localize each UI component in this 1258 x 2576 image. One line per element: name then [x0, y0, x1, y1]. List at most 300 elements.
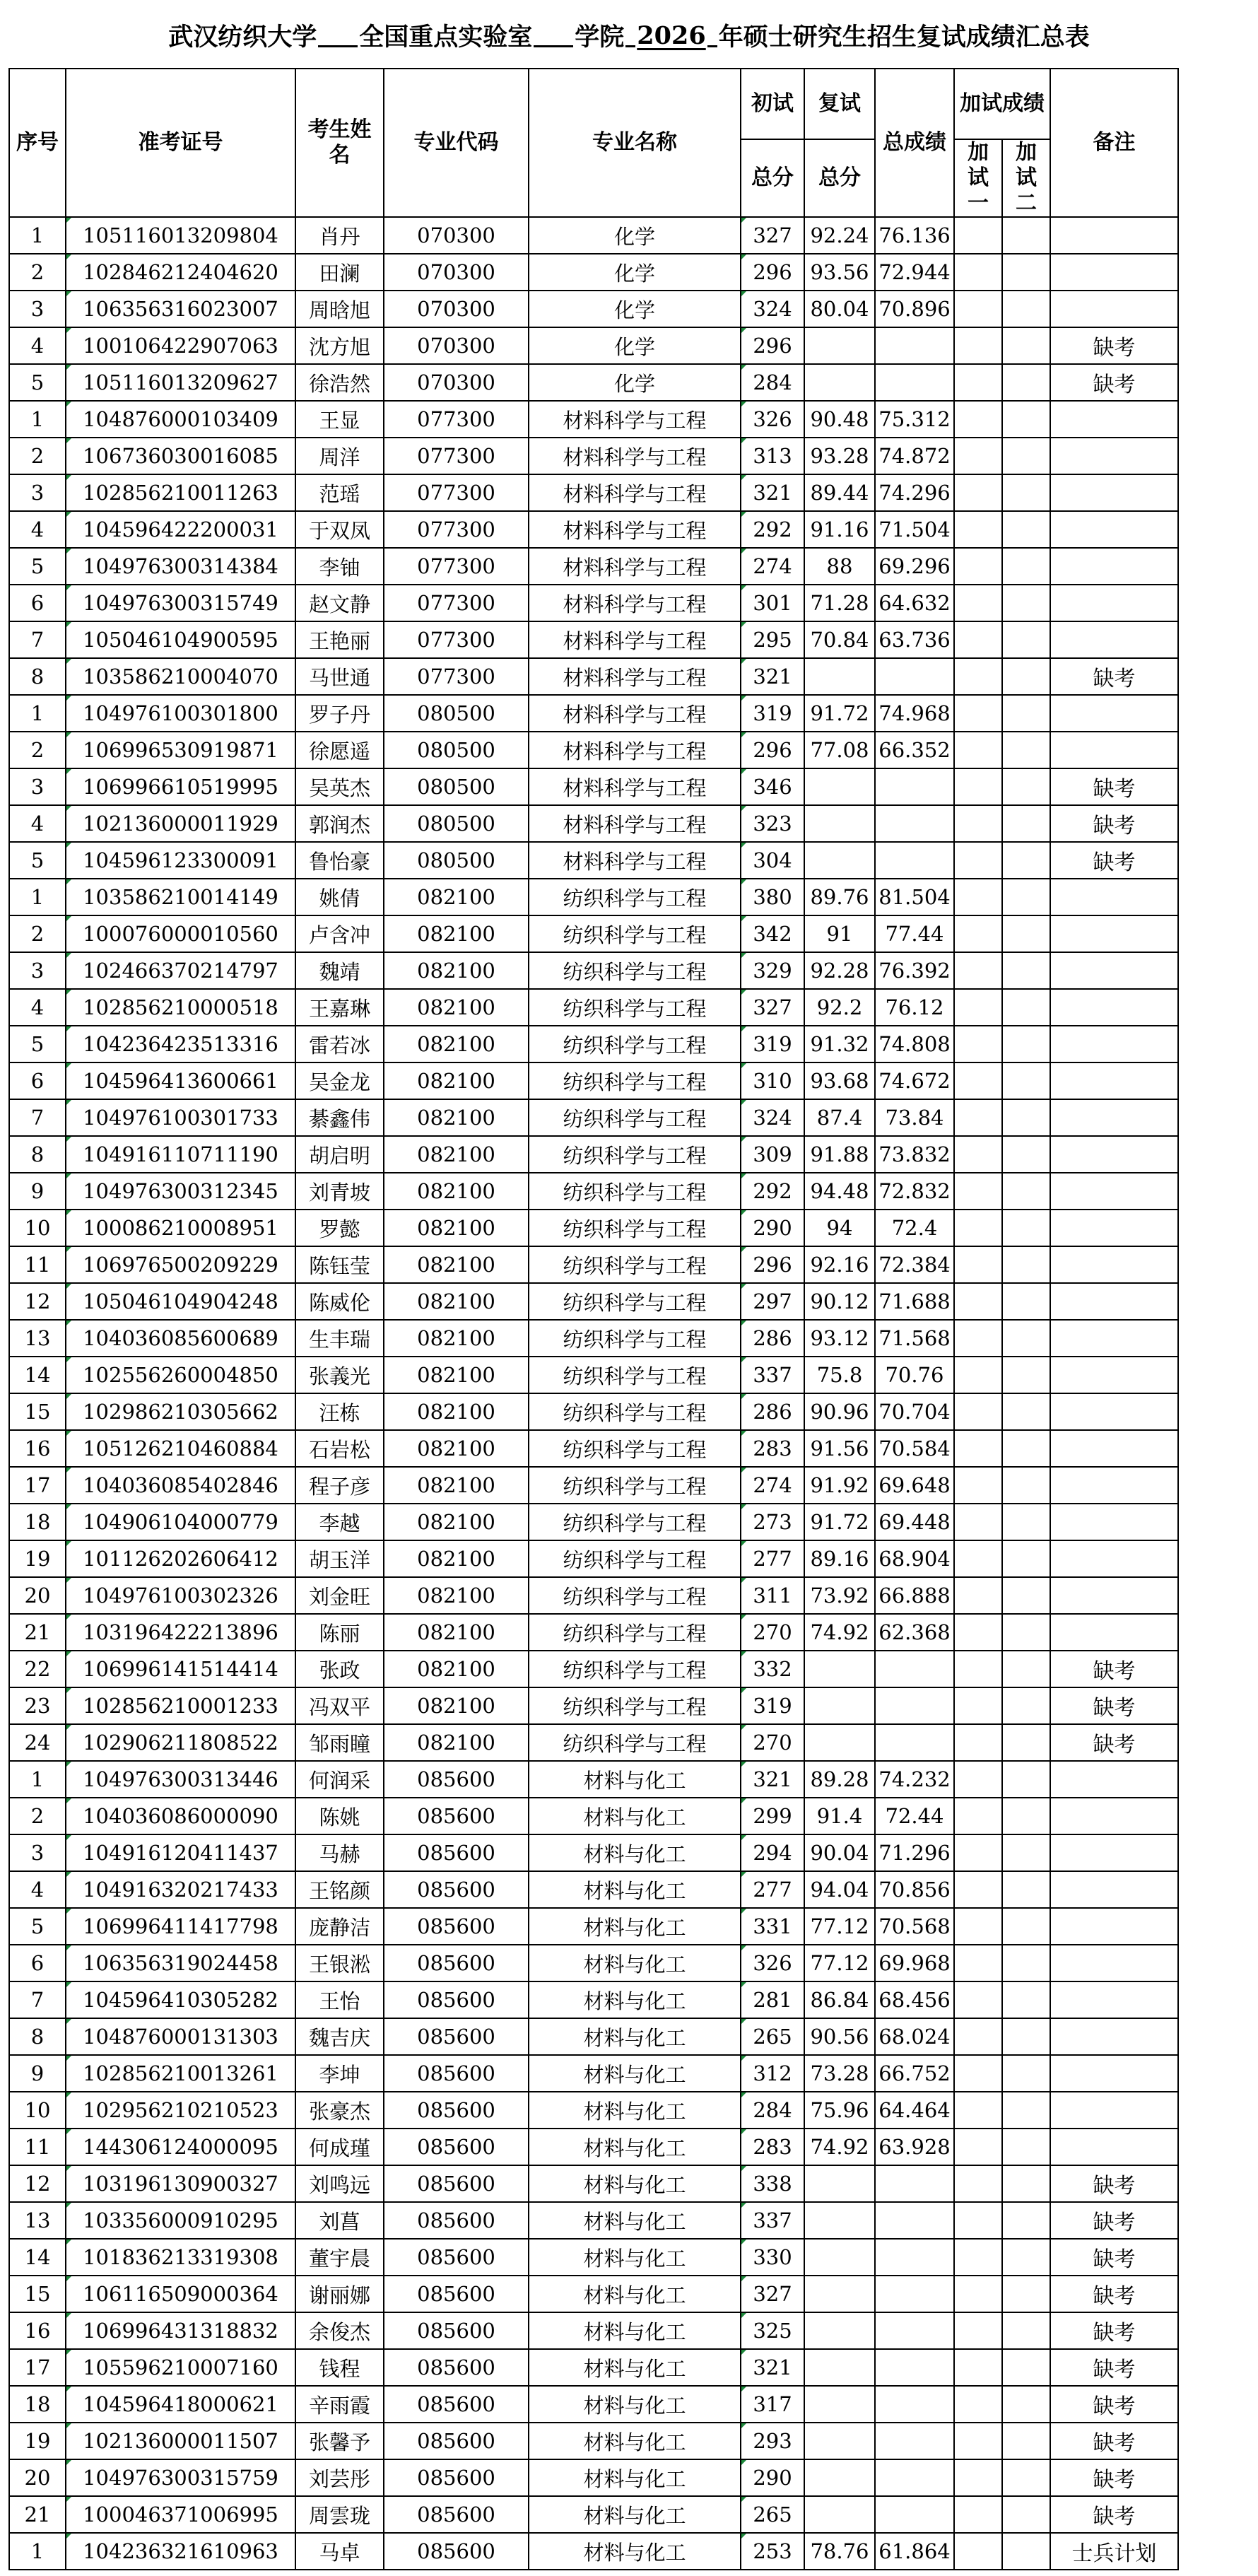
exam-id-cell: 144306124000095 [66, 2129, 295, 2165]
extra2-cell [1002, 2423, 1050, 2459]
extra1-cell [954, 1761, 1002, 1798]
table-row [9, 291, 1178, 327]
extra1-cell [954, 327, 1002, 364]
note-cell [1050, 1430, 1178, 1467]
extra2-cell [1002, 768, 1050, 805]
name-cell: 周雲珑 [295, 2496, 384, 2533]
major-name-cell: 材料与化工 [529, 1908, 741, 1945]
initial-total-cell: 321 [741, 658, 804, 695]
major-name-cell: 材料与化工 [529, 2349, 741, 2386]
extra2-cell [1002, 2129, 1050, 2165]
note-cell [1050, 879, 1178, 915]
initial-total-cell: 327 [741, 217, 804, 254]
retest-total-cell: 78.76 [804, 2533, 875, 2570]
seq-cell: 17 [9, 2349, 66, 2386]
extra2-cell [1002, 1320, 1050, 1357]
note-cell [1050, 217, 1178, 254]
final-total-cell: 69.968 [875, 1945, 954, 1981]
major-code-cell: 080500 [384, 732, 529, 768]
retest-total-cell: 90.12 [804, 1283, 875, 1320]
seq-cell: 19 [9, 1540, 66, 1577]
extra2-cell [1002, 585, 1050, 621]
extra1-cell [954, 805, 1002, 842]
major-name-cell: 纺织科学与工程 [529, 1136, 741, 1173]
major-name-cell: 材料与化工 [529, 2496, 741, 2533]
extra2-cell [1002, 1834, 1050, 1871]
extra1-cell [954, 2459, 1002, 2496]
name-cell: 李坤 [295, 2055, 384, 2092]
note-cell [1050, 1210, 1178, 1246]
retest-total-cell [804, 364, 875, 401]
exam-id-cell: 102856210013261 [66, 2055, 295, 2092]
final-total-cell: 70.856 [875, 1871, 954, 1908]
retest-total-cell [804, 1651, 875, 1687]
final-total-cell [875, 1724, 954, 1761]
seq-cell: 14 [9, 2239, 66, 2276]
final-total-cell [875, 2496, 954, 2533]
seq-cell: 16 [9, 1430, 66, 1467]
final-total-cell [875, 2202, 954, 2239]
name-cell: 汪栋 [295, 1393, 384, 1430]
extra2-cell [1002, 2312, 1050, 2349]
retest-total-cell: 89.44 [804, 474, 875, 511]
extra2-cell [1002, 1026, 1050, 1062]
major-name-cell: 纺织科学与工程 [529, 1430, 741, 1467]
retest-total-cell: 74.92 [804, 2129, 875, 2165]
note-cell: 缺考 [1050, 327, 1178, 364]
exam-id-cell: 102856210001233 [66, 1687, 295, 1724]
extra2-cell [1002, 2018, 1050, 2055]
major-code-cell: 082100 [384, 1173, 529, 1210]
extra2-cell [1002, 879, 1050, 915]
table-row [9, 1136, 1178, 1173]
final-total-cell: 70.584 [875, 1430, 954, 1467]
final-total-cell: 73.84 [875, 1099, 954, 1136]
final-total-cell: 70.896 [875, 291, 954, 327]
major-name-cell: 材料与化工 [529, 2276, 741, 2312]
extra1-cell [954, 1724, 1002, 1761]
name-cell: 卢含冲 [295, 915, 384, 952]
exam-id-cell: 104236423513316 [66, 1026, 295, 1062]
name-cell: 吴金龙 [295, 1062, 384, 1099]
initial-total-cell: 326 [741, 1945, 804, 1981]
retest-total-cell: 87.4 [804, 1099, 875, 1136]
final-total-cell: 76.12 [875, 989, 954, 1026]
seq-cell: 3 [9, 474, 66, 511]
final-total-cell: 63.736 [875, 621, 954, 658]
extra1-cell [954, 511, 1002, 548]
exam-id-cell: 105116013209627 [66, 364, 295, 401]
extra2-cell [1002, 1062, 1050, 1099]
exam-id-cell: 105116013209804 [66, 217, 295, 254]
major-code-cell: 082100 [384, 1062, 529, 1099]
major-code-cell: 082100 [384, 1614, 529, 1651]
initial-total-cell: 294 [741, 1834, 804, 1871]
retest-total-cell: 92.2 [804, 989, 875, 1026]
header-extra2: 加试二 [1002, 139, 1050, 217]
table-row [9, 1945, 1178, 1981]
major-code-cell: 082100 [384, 1724, 529, 1761]
retest-total-cell [804, 2202, 875, 2239]
note-cell [1050, 1283, 1178, 1320]
seq-cell: 1 [9, 1761, 66, 1798]
retest-total-cell: 75.8 [804, 1357, 875, 1393]
note-cell [1050, 1945, 1178, 1981]
note-cell: 缺考 [1050, 2239, 1178, 2276]
final-total-cell: 74.968 [875, 695, 954, 732]
major-code-cell: 085600 [384, 2055, 529, 2092]
initial-total-cell: 265 [741, 2496, 804, 2533]
retest-total-cell [804, 2276, 875, 2312]
name-cell: 庞静洁 [295, 1908, 384, 1945]
table-row [9, 1614, 1178, 1651]
final-total-cell: 72.832 [875, 1173, 954, 1210]
final-total-cell [875, 2459, 954, 2496]
note-cell: 缺考 [1050, 1724, 1178, 1761]
major-name-cell: 材料与化工 [529, 1871, 741, 1908]
extra2-cell [1002, 805, 1050, 842]
major-code-cell: 077300 [384, 548, 529, 585]
final-total-cell: 74.232 [875, 1761, 954, 1798]
initial-total-cell: 274 [741, 1467, 804, 1504]
major-name-cell: 材料与化工 [529, 2092, 741, 2129]
major-code-cell: 085600 [384, 2312, 529, 2349]
table-row [9, 1357, 1178, 1393]
major-code-cell: 085600 [384, 2092, 529, 2129]
seq-cell: 2 [9, 1798, 66, 1834]
initial-total-cell: 253 [741, 2533, 804, 2570]
final-total-cell: 63.928 [875, 2129, 954, 2165]
extra2-cell [1002, 621, 1050, 658]
initial-total-cell: 337 [741, 1357, 804, 1393]
note-cell [1050, 989, 1178, 1026]
name-cell: 徐愿遥 [295, 732, 384, 768]
extra1-cell [954, 989, 1002, 1026]
major-name-cell: 纺织科学与工程 [529, 879, 741, 915]
major-code-cell: 085600 [384, 2496, 529, 2533]
seq-cell: 23 [9, 1687, 66, 1724]
extra2-cell [1002, 1798, 1050, 1834]
retest-total-cell: 89.28 [804, 1761, 875, 1798]
major-name-cell: 材料科学与工程 [529, 658, 741, 695]
exam-id-cell: 102906211808522 [66, 1724, 295, 1761]
table-row [9, 1724, 1178, 1761]
major-code-cell: 085600 [384, 2533, 529, 2570]
exam-id-cell: 104596418000621 [66, 2386, 295, 2423]
major-name-cell: 材料科学与工程 [529, 474, 741, 511]
major-name-cell: 纺织科学与工程 [529, 1283, 741, 1320]
extra2-cell [1002, 2533, 1050, 2570]
note-cell [1050, 1026, 1178, 1062]
score-table [8, 68, 1179, 2570]
extra2-cell [1002, 1945, 1050, 1981]
extra1-cell [954, 1798, 1002, 1834]
header-initial: 初试 [741, 69, 804, 139]
table-row [9, 1430, 1178, 1467]
seq-cell: 1 [9, 695, 66, 732]
retest-total-cell: 90.96 [804, 1393, 875, 1430]
exam-id-cell: 103356000910295 [66, 2202, 295, 2239]
extra1-cell [954, 952, 1002, 989]
major-code-cell: 082100 [384, 1393, 529, 1430]
name-cell: 王银淞 [295, 1945, 384, 1981]
initial-total-cell: 329 [741, 952, 804, 989]
major-code-cell: 077300 [384, 438, 529, 474]
extra1-cell [954, 401, 1002, 438]
name-cell: 姚倩 [295, 879, 384, 915]
extra2-cell [1002, 438, 1050, 474]
initial-total-cell: 296 [741, 732, 804, 768]
note-cell: 缺考 [1050, 2202, 1178, 2239]
retest-total-cell [804, 2239, 875, 2276]
major-code-cell: 085600 [384, 1908, 529, 1945]
extra1-cell [954, 1320, 1002, 1357]
retest-total-cell: 80.04 [804, 291, 875, 327]
table-row [9, 842, 1178, 879]
seq-cell: 1 [9, 879, 66, 915]
note-cell: 缺考 [1050, 805, 1178, 842]
initial-total-cell: 310 [741, 1062, 804, 1099]
major-name-cell: 材料科学与工程 [529, 805, 741, 842]
exam-id-cell: 102856210000518 [66, 989, 295, 1026]
retest-total-cell: 86.84 [804, 1981, 875, 2018]
major-name-cell: 材料与化工 [529, 1761, 741, 1798]
note-cell [1050, 621, 1178, 658]
major-name-cell: 纺织科学与工程 [529, 1651, 741, 1687]
name-cell: 吴英杰 [295, 768, 384, 805]
name-cell: 陈威伦 [295, 1283, 384, 1320]
final-total-cell [875, 2386, 954, 2423]
extra2-cell [1002, 1981, 1050, 2018]
table-row [9, 1467, 1178, 1504]
extra1-cell [954, 658, 1002, 695]
retest-total-cell: 70.84 [804, 621, 875, 658]
major-name-cell: 材料与化工 [529, 2386, 741, 2423]
initial-total-cell: 332 [741, 1651, 804, 1687]
major-code-cell: 080500 [384, 695, 529, 732]
exam-id-cell: 100046371006995 [66, 2496, 295, 2533]
major-name-cell: 材料科学与工程 [529, 511, 741, 548]
extra2-cell [1002, 1908, 1050, 1945]
extra1-cell [954, 1393, 1002, 1430]
note-cell [1050, 1467, 1178, 1504]
extra2-cell [1002, 1724, 1050, 1761]
table-row [9, 879, 1178, 915]
exam-id-cell: 104976100301800 [66, 695, 295, 732]
seq-cell: 7 [9, 1981, 66, 2018]
extra1-cell [954, 1026, 1002, 1062]
major-name-cell: 纺织科学与工程 [529, 1393, 741, 1430]
final-total-cell [875, 364, 954, 401]
seq-cell: 3 [9, 1834, 66, 1871]
final-total-cell [875, 1651, 954, 1687]
major-code-cell: 082100 [384, 1577, 529, 1614]
major-code-cell: 080500 [384, 768, 529, 805]
name-cell: 王嘉琳 [295, 989, 384, 1026]
extra1-cell [954, 2202, 1002, 2239]
header-exam-id: 准考证号 [66, 69, 295, 217]
retest-total-cell: 74.92 [804, 1614, 875, 1651]
extra1-cell [954, 2129, 1002, 2165]
extra1-cell [954, 1540, 1002, 1577]
major-code-cell: 070300 [384, 217, 529, 254]
name-cell: 陈丽 [295, 1614, 384, 1651]
table-row [9, 1173, 1178, 1210]
name-cell: 范瑶 [295, 474, 384, 511]
extra1-cell [954, 2386, 1002, 2423]
major-name-cell: 化学 [529, 291, 741, 327]
major-name-cell: 纺织科学与工程 [529, 1062, 741, 1099]
final-total-cell: 76.136 [875, 217, 954, 254]
major-code-cell: 082100 [384, 952, 529, 989]
seq-cell: 2 [9, 254, 66, 291]
note-cell [1050, 1908, 1178, 1945]
exam-id-cell: 102986210305662 [66, 1393, 295, 1430]
major-name-cell: 材料科学与工程 [529, 438, 741, 474]
exam-id-cell: 106356316023007 [66, 291, 295, 327]
major-code-cell: 085600 [384, 1834, 529, 1871]
title-rest: 年硕士研究生招生复试成绩汇总表 [718, 23, 1090, 52]
name-cell: 王怡 [295, 1981, 384, 2018]
extra2-cell [1002, 474, 1050, 511]
extra1-cell [954, 1834, 1002, 1871]
extra2-cell [1002, 1173, 1050, 1210]
seq-cell: 12 [9, 1283, 66, 1320]
exam-id-cell: 100106422907063 [66, 327, 295, 364]
exam-id-cell: 104976300313446 [66, 1761, 295, 1798]
extra1-cell [954, 879, 1002, 915]
final-total-cell: 69.648 [875, 1467, 954, 1504]
initial-total-cell: 380 [741, 879, 804, 915]
extra2-cell [1002, 1283, 1050, 1320]
initial-total-cell: 265 [741, 2018, 804, 2055]
major-name-cell: 材料与化工 [529, 2533, 741, 2570]
major-code-cell: 070300 [384, 364, 529, 401]
title-dept: 全国重点实验室 [359, 23, 533, 52]
initial-total-cell: 309 [741, 1136, 804, 1173]
name-cell: 石岩松 [295, 1430, 384, 1467]
extra2-cell [1002, 1504, 1050, 1540]
note-cell: 缺考 [1050, 2312, 1178, 2349]
retest-total-cell [804, 2312, 875, 2349]
name-cell: 郭润杰 [295, 805, 384, 842]
name-cell: 魏靖 [295, 952, 384, 989]
exam-id-cell: 104916120411437 [66, 1834, 295, 1871]
note-cell: 缺考 [1050, 2496, 1178, 2533]
exam-id-cell: 106356319024458 [66, 1945, 295, 1981]
extra2-cell [1002, 254, 1050, 291]
exam-id-cell: 104596422200031 [66, 511, 295, 548]
seq-cell: 5 [9, 1908, 66, 1945]
note-cell [1050, 401, 1178, 438]
extra1-cell [954, 1283, 1002, 1320]
table-row [9, 952, 1178, 989]
note-cell [1050, 1614, 1178, 1651]
note-cell [1050, 2092, 1178, 2129]
seq-cell: 5 [9, 548, 66, 585]
extra1-cell [954, 768, 1002, 805]
name-cell: 生丰瑞 [295, 1320, 384, 1357]
retest-total-cell: 94.48 [804, 1173, 875, 1210]
initial-total-cell: 296 [741, 327, 804, 364]
table-row [9, 658, 1178, 695]
exam-id-cell: 106996530919871 [66, 732, 295, 768]
exam-id-cell: 106976500209229 [66, 1246, 295, 1283]
retest-total-cell [804, 842, 875, 879]
header-seq: 序号 [9, 69, 66, 217]
retest-total-cell: 94.04 [804, 1871, 875, 1908]
retest-total-cell: 90.56 [804, 2018, 875, 2055]
seq-cell: 7 [9, 621, 66, 658]
major-name-cell: 纺织科学与工程 [529, 989, 741, 1026]
table-row [9, 1871, 1178, 1908]
major-name-cell: 材料科学与工程 [529, 585, 741, 621]
exam-id-cell: 104976100301733 [66, 1099, 295, 1136]
retest-total-cell: 77.08 [804, 732, 875, 768]
major-name-cell: 材料与化工 [529, 2239, 741, 2276]
exam-id-cell: 104596410305282 [66, 1981, 295, 2018]
extra1-cell [954, 1136, 1002, 1173]
exam-id-cell: 103196130900327 [66, 2165, 295, 2202]
extra1-cell [954, 585, 1002, 621]
retest-total-cell [804, 2423, 875, 2459]
exam-id-cell: 102846212404620 [66, 254, 295, 291]
extra2-cell [1002, 1430, 1050, 1467]
name-cell: 王显 [295, 401, 384, 438]
initial-total-cell: 284 [741, 2092, 804, 2129]
major-code-cell: 085600 [384, 2239, 529, 2276]
initial-total-cell: 286 [741, 1393, 804, 1430]
seq-cell: 4 [9, 511, 66, 548]
exam-id-cell: 104976300315749 [66, 585, 295, 621]
note-cell [1050, 1136, 1178, 1173]
seq-cell: 3 [9, 768, 66, 805]
major-name-cell: 纺织科学与工程 [529, 952, 741, 989]
seq-cell: 1 [9, 2533, 66, 2570]
exam-id-cell: 104916110711190 [66, 1136, 295, 1173]
major-code-cell: 085600 [384, 2018, 529, 2055]
retest-total-cell [804, 2165, 875, 2202]
major-name-cell: 纺织科学与工程 [529, 1467, 741, 1504]
name-cell: 刘菖 [295, 2202, 384, 2239]
seq-cell: 4 [9, 1871, 66, 1908]
name-cell: 张政 [295, 1651, 384, 1687]
exam-id-cell: 104236321610963 [66, 2533, 295, 2570]
exam-id-cell: 104876000103409 [66, 401, 295, 438]
extra1-cell [954, 1651, 1002, 1687]
exam-id-cell: 103586210004070 [66, 658, 295, 695]
exam-id-cell: 102466370214797 [66, 952, 295, 989]
note-cell [1050, 2055, 1178, 2092]
retest-total-cell: 93.12 [804, 1320, 875, 1357]
final-total-cell [875, 842, 954, 879]
initial-total-cell: 292 [741, 511, 804, 548]
retest-total-cell: 91.56 [804, 1430, 875, 1467]
seq-cell: 4 [9, 989, 66, 1026]
note-cell [1050, 2018, 1178, 2055]
retest-total-cell: 91.16 [804, 511, 875, 548]
exam-id-cell: 104976100302326 [66, 1577, 295, 1614]
table-row [9, 2165, 1178, 2202]
final-total-cell: 64.632 [875, 585, 954, 621]
major-name-cell: 材料科学与工程 [529, 768, 741, 805]
extra1-cell [954, 695, 1002, 732]
extra1-cell [954, 2092, 1002, 2129]
initial-total-cell: 270 [741, 1614, 804, 1651]
seq-cell: 15 [9, 1393, 66, 1430]
seq-cell: 21 [9, 1614, 66, 1651]
initial-total-cell: 311 [741, 1577, 804, 1614]
